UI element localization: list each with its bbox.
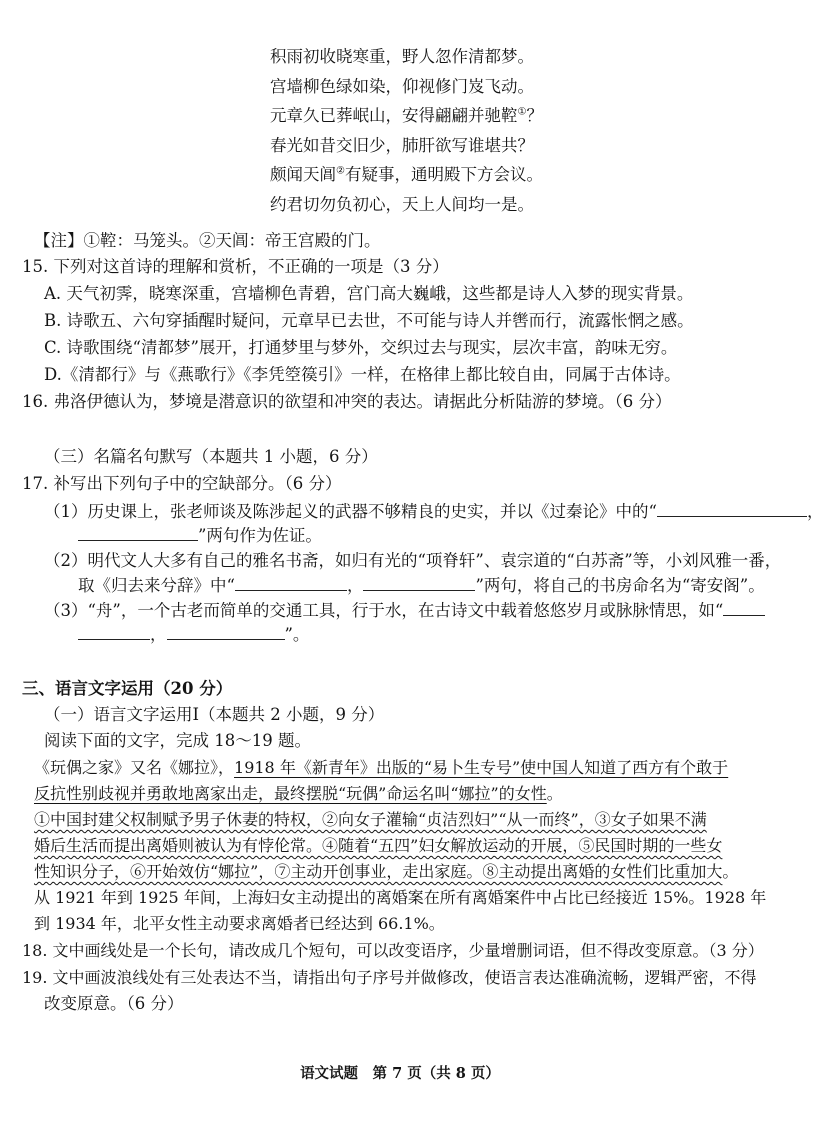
poem-line-3-end: ？: [526, 106, 543, 125]
q16: 16. 弗洛伊德认为，梦境是潜意识的欲望和冲突的表达。请据此分析陆游的梦境。（6 分）: [22, 392, 672, 411]
passage-line-3: [34, 808, 707, 832]
passage-wavy-part3: 性知识分子，⑥开始效仿“娜拉”，⑦主动开创事业，走出家庭。⑧主动提出离婚的女性们比重加大: [34, 862, 723, 881]
q17-part2-end: ”两句，将自己的书房命名为“寄安阁”。: [475, 576, 765, 595]
part3-heading: 三、语言文字运用（20 分）: [22, 679, 233, 698]
passage-line-1: [34, 756, 728, 780]
q17-part1-text: （1）历史课上，张老师谈及陈涉起义的武器不够精良的史实，并以《过秦论》中的“: [44, 502, 657, 521]
q17-part3-cont: [78, 622, 309, 646]
q17-part2-cont: [78, 573, 765, 597]
q17-blank-4[interactable]: [363, 573, 475, 591]
passage-wavy-part1: ①中国封建父权制赋予男子休妻的特权，②向女子灌输“贞洁烈妇”“从一而终”，③女子如果不满: [34, 810, 707, 829]
q17-blank-7[interactable]: [167, 622, 285, 640]
q17-part3-text: （3）“舟”，一个古老而简单的交通工具，行于水，在古诗文中载着悠悠岁月或脉脉情思，如“: [44, 601, 724, 620]
poem-line-3: [270, 101, 543, 131]
passage-line-2: [34, 782, 563, 806]
poem: [270, 42, 543, 219]
q15-stem: 15. 下列对这首诗的理解和赏析，不正确的一项是（3 分）: [22, 257, 449, 276]
q15-option-a: A. 天气初霁，晓寒深重，宫墙柳色青碧，宫门高大巍峨，这些都是诗人入梦的现实背景。: [44, 284, 694, 303]
q18: 18. 文中画线处是一个长句，请改成几个短句，可以改变语序，少量增删词语，但不得改变原意。（3 分）: [22, 941, 764, 960]
q17-part3-end: ”。: [284, 625, 310, 644]
q15-option-c: C. 诗歌围绕“清都梦”展开，打通梦里与梦外，交织过去与现实，层次丰富，韵味无穷。: [44, 338, 678, 357]
q17-blank-3[interactable]: [235, 573, 347, 591]
passage-line-5-end: 。: [722, 862, 739, 881]
q17-blank-1[interactable]: [657, 499, 807, 517]
q15-option-d: D.《清都行》与《燕歌行》《李凭箜篌引》一样，在格律上都比较自由，同属于古体诗。: [44, 365, 681, 384]
poem-line-5-text: 颇闻天阊: [270, 165, 336, 184]
poem-line-5-rest: 有疑事，通明殿下方会议。: [344, 165, 543, 184]
q19-line-2: 改变原意。（6 分）: [44, 994, 184, 1013]
reading-intro: 阅读下面的文字，完成 18～19 题。: [44, 731, 311, 750]
poem-line-6: 约君切勿负初心，天上人间均一是。: [270, 194, 534, 214]
q17-blank-2[interactable]: [78, 523, 198, 541]
q17-blank-5[interactable]: [723, 598, 765, 616]
q17-part1: [44, 499, 823, 523]
q17-part2: （2）明代文人大多有自己的雅名书斋，如归有光的“项脊轩”、袁宗道的“白苏斋”等，小刘风雅一番，: [44, 551, 782, 570]
footnote-marker-1: ①: [517, 106, 527, 118]
section-heading-dictation: （三）名篇名句默写（本题共 1 小题，6 分）: [44, 447, 378, 466]
q19-line-1: 19. 文中画波浪线处有三处表达不当，请指出句子序号并做修改，使语言表达准确流畅，逻辑严密，不得: [22, 968, 757, 987]
passage-long-sentence-part1: 1918 年《新青年》出版的“易卜生专号”使中国人知道了西方有个敢于: [234, 758, 729, 777]
q17-part1-end: ”两句作为佐证。: [198, 526, 322, 545]
passage-line-2-end: 。: [546, 784, 563, 803]
passage-long-sentence-part2: 反抗性别歧视并勇敢地离家出走，最终摆脱“玩偶”命运名叫“娜拉”的女性: [34, 784, 547, 803]
page-footer: 语文试题 第 7 页（共 8 页）: [300, 1065, 500, 1082]
passage-line-7: 到 1934 年，北平女性主动要求离婚者已经达到 66.1%。: [34, 914, 445, 933]
q17-stem: 17. 补写出下列句子中的空缺部分。（6 分）: [22, 474, 342, 493]
q15-option-b: B. 诗歌五、六句穿插醒时疑问，元章早已去世，不可能与诗人并辔而行，流露怅惘之感。: [44, 311, 694, 330]
poem-line-4: 春光如昔交旧少，肺肝欲写谁堪共？: [270, 135, 534, 155]
passage-line-6: 从 1921 年到 1925 年间，上海妇女主动提出的离婚案在所有离婚案件中占比已经接近 15%。1928 年: [34, 888, 767, 907]
poem-line-3-text: 元章久已葬岷山，安得翩翩并驰鞚: [270, 106, 518, 125]
q17-part1-comma: ，: [806, 502, 823, 521]
sub1-heading: （一）语言文字运用Ⅰ（本题共 2 小题，9 分）: [44, 705, 385, 724]
poem-line-2: 宫墙柳色绿如染，仰视修门岌飞动。: [270, 76, 534, 96]
passage-line-1-start: 《玩偶之家》又名《娜拉》，: [34, 758, 235, 777]
passage-wavy-part2: 婚后生活而提出离婚则被认为有悖伦常。④随着“五四”妇女解放运动的开展，⑤民国时期的一些女: [34, 836, 723, 855]
poem-line-5: [270, 160, 543, 190]
poem-note: 【注】①鞚：马笼头。②天阊：帝王宫殿的门。: [34, 231, 381, 250]
poem-line-1: 积雨初收晓寒重，野人忽作清都梦。: [270, 47, 534, 66]
passage-line-4: [34, 834, 722, 858]
passage-line-5: [34, 860, 738, 884]
q17-part3: [44, 598, 765, 622]
q17-part2-comma: ，: [346, 576, 364, 595]
q17-blank-6[interactable]: [78, 622, 150, 640]
q17-part1-cont: [78, 523, 322, 547]
q17-part3-comma: ，: [150, 625, 167, 644]
footnote-marker-2: ②: [336, 165, 345, 177]
q17-part2-text: 取《归去来兮辞》中“: [78, 576, 235, 595]
